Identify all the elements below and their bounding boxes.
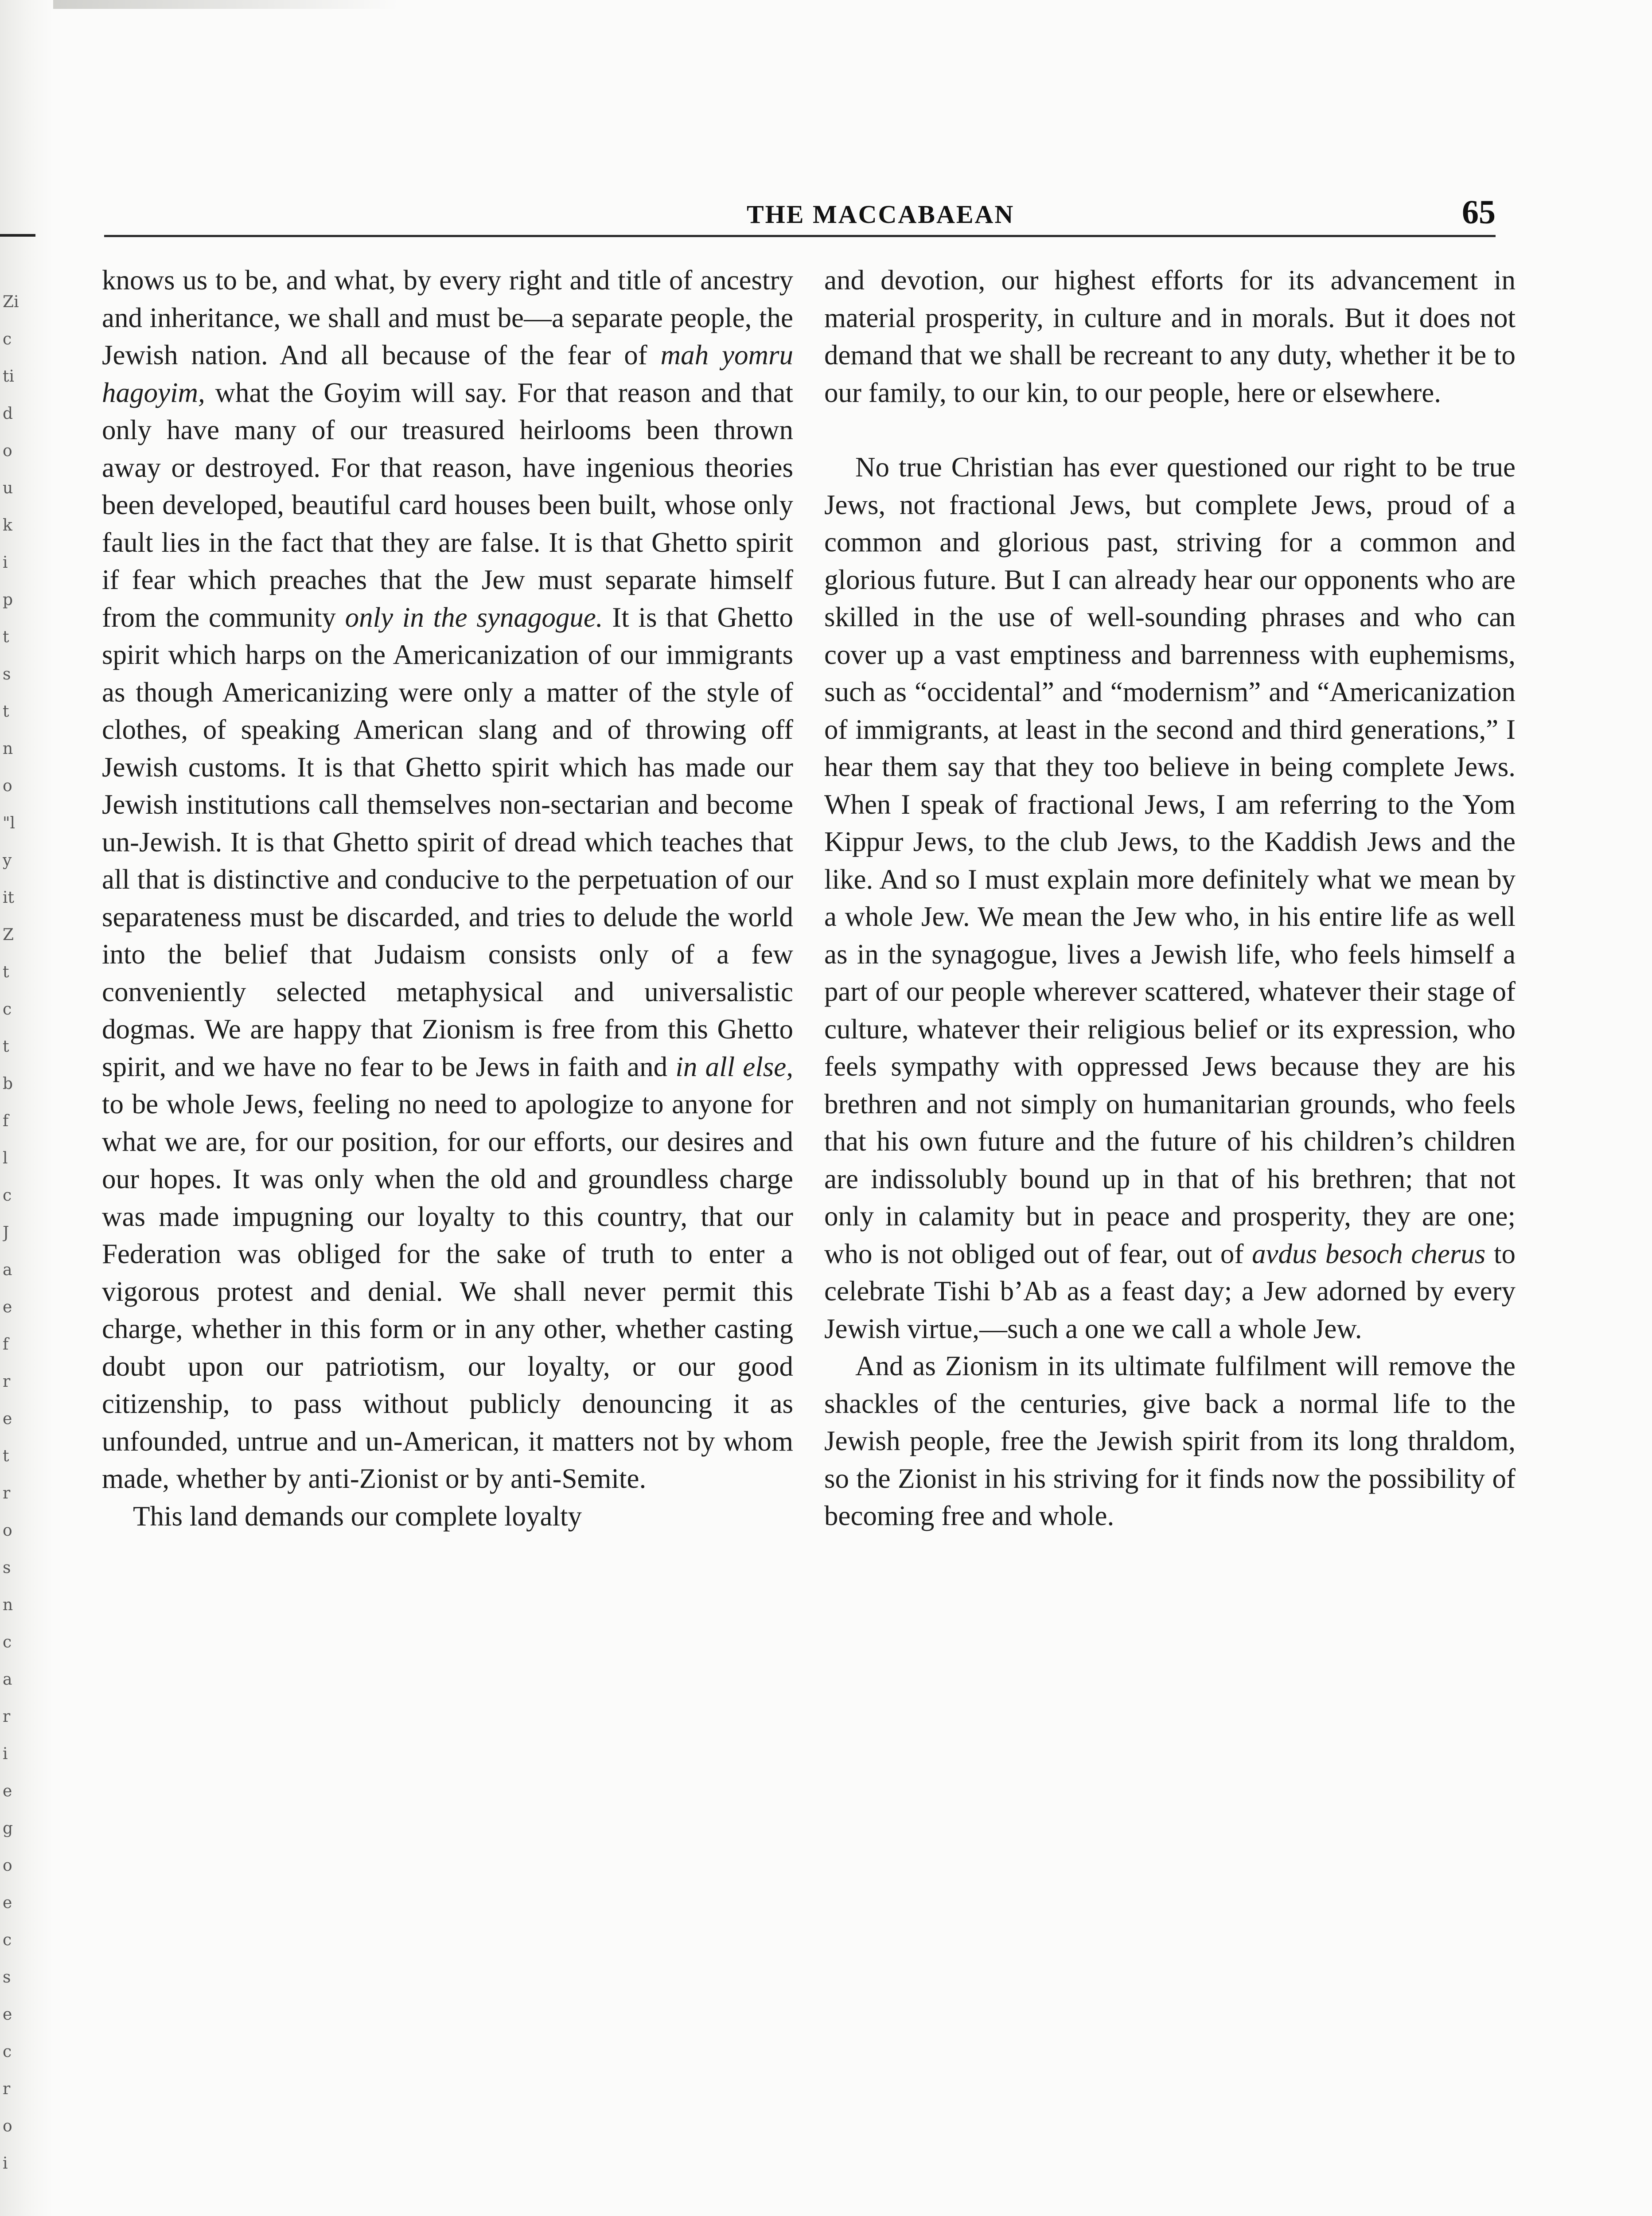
facing-page-rule	[0, 234, 35, 237]
text-run: knows us to be, and what, by every right and title of ancestry and inheritance, we shall and must be—a separate people, the Jewish nation. And all because of the fear of	[102, 265, 793, 371]
left-paragraph-1	[102, 261, 793, 1498]
right-paragraph-2	[824, 449, 1516, 1347]
text-run: to be whole Jews, feeling no need to apologize to anyone for what we are, for our position, for our efforts, our desires and our hopes. It was only when the old and groundless charge was made impugning our loyalty to this country, that our Federation was obliged for the sake of truth to enter a vigorous protest and denial. We shall never permit this charge, whether in this form or in any other, whether casting doubt upon our patriotism, our loyalty, or our good citizenship, to pass without publicly denouncing it as unfounded, untrue and un-American, it matters not by whom made, whether by anti-Zionist or by anti-Semite.	[102, 1088, 793, 1494]
running-title: THE MACCABAEAN	[747, 200, 1015, 229]
facing-page-bleed: Zi c ti d o u k i p t s t n o "l y it Z t c t b f l c J a e f r e t r o s n c a r i e g o e c s e c r o i	[3, 293, 19, 2173]
text-run: It is that Ghetto spirit which harps on the Americanization of our immigrants as though Americanizing were only a matter of the style of clothes, of speaking American slang and of throwing off Jewish customs. It is that Ghetto spirit which has made our Jewish institutions call themselves non-sectarian and become un-Jewish. It is that Ghetto spirit of dread which teaches that all that is distinctive and conducive to the perpetuation of our separateness must be discarded, and tries to delude the world into the belief that Judaism consists only of a few conveniently selected metaphysical and universalistic dogmas. We are happy that Zionism is free from this Ghetto spirit, and we have no fear to be Jews in faith and	[102, 601, 793, 1082]
italic-phrase: only in the synagogue.	[345, 601, 603, 633]
text-run: to celebrate Tishi b’Ab as a feast day; a Jew adorned by every Jewish virtue,—such a one we call a whole Jew.	[824, 1238, 1516, 1344]
right-paragraph-1: and devotion, our highest efforts for its advancement in material prosperity, in culture and in morals. But it does not demand that we shall be recreant to any duty, whether it be to our family, to our kin, to our people, here or elsewhere.	[824, 265, 1516, 408]
header-rule	[104, 235, 1496, 237]
italic-phrase: in all else,	[675, 1051, 793, 1082]
text-run: No true Christian has ever questioned our right to be true Jews, not fractional Jews, but complete Jews, proud of a common and glorious past, striving for a common and glorious future. But I can already hear our opponents who are skilled in the use of well-sounding phrases and who can cover up a vast emptiness and barrenness with euphemisms, such as “occidental” and “modernism” and “Americanization of immigrants, at least in the second and third generations,” I hear them say that they too believe in being complete Jews. When I speak of fractional Jews, I am referring to the Yom Kippur Jews, to the club Jews, to the Kaddish Jews and the like. And so I must explain more definitely what we mean by a whole Jew. We mean the Jew who, in his entire life as well as in the synagogue, lives a Jewish life, who feels himself a part of our people wherever scattered, whatever their stage of culture, whatever their religious belief or its expression, who feels sympathy with oppressed Jews because they are his brethren and not simply on humanitarian grounds, who feels that his own future and the future of his children’s children are indissolubly bound up in that of his brethren; that not only in calamity but in peace and prosperity, they are one; who is not obliged out of fear, out of	[824, 452, 1516, 1269]
right-column	[824, 261, 1516, 1535]
scan-edge-smudge	[0, 0, 399, 9]
page-header	[104, 191, 1496, 235]
page-number: 65	[1462, 194, 1496, 231]
left-column	[102, 261, 793, 1535]
italic-phrase: avdus besoch cherus	[1252, 1238, 1486, 1269]
text-run: what the Goyim will say. For that reason and that only have many of our treasured heirlooms been thrown away or destroyed. For that reason, have ingenious theories been developed, beautiful card houses been built, whose only fault lies in the fact that they are false. It is that Ghetto spirit if fear which preaches that the Jew must separate himself from the community	[102, 377, 793, 633]
right-paragraph-3: And as Zionism in its ultimate fulfilment will remove the shackles of the centuries, give back a normal life to the Jewish people, free the Jewish spirit from its long thraldom, so the Zionist in his striving for it finds now the possibility of becoming free and whole.	[824, 1350, 1516, 1531]
italic-phrase: mah yomru hagoyim,	[102, 339, 793, 408]
binding-gutter	[0, 0, 53, 2216]
left-paragraph-2: This land demands our complete loyalty	[133, 1500, 582, 1532]
